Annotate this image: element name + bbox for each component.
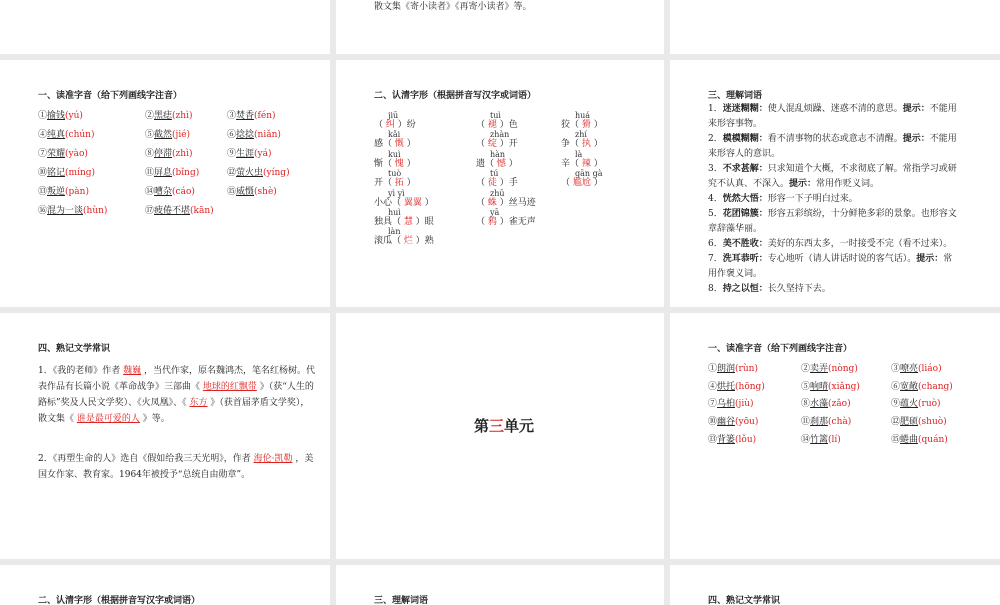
item-pinyin: (chang) xyxy=(918,381,953,392)
item-number: ③ xyxy=(227,111,237,121)
blank-suffix: ） xyxy=(406,158,416,169)
blank-answer: 褪 xyxy=(485,120,500,130)
pinyin-hint: tuì xyxy=(490,111,501,120)
slide-tile-top-left xyxy=(0,0,330,54)
slide-tile-top-right xyxy=(670,0,1000,54)
pronunciation-item xyxy=(708,382,765,393)
pronunciation-item xyxy=(38,187,89,198)
item-number: 3． xyxy=(708,164,723,174)
pronunciation-item xyxy=(801,399,851,410)
item-word: 荣耀 xyxy=(47,149,66,159)
answer-text: 海伦·凯勒 xyxy=(253,454,293,464)
blank-answer: 慨 xyxy=(392,139,407,150)
blank-prefix: 独具（ xyxy=(374,217,402,227)
item-pinyin: (pàn) xyxy=(65,187,89,197)
item-pinyin: (chà) xyxy=(828,417,852,428)
paragraph-text: 》（获首届茅盾文学奖），散文集《 xyxy=(38,398,310,424)
item-word: 朗润 xyxy=(717,364,736,374)
item-number: ⑦ xyxy=(708,399,718,410)
pronunciation-item xyxy=(145,130,190,141)
pinyin-hint: là xyxy=(575,149,583,159)
blank-suffix: ）雀无声 xyxy=(499,217,536,227)
blank-answer: 烂 xyxy=(401,236,416,247)
item-pinyin: (xiǎng) xyxy=(828,381,860,392)
slide-heading: 四、熟记文学常识 xyxy=(708,596,781,605)
item-word: 截然 xyxy=(154,130,173,140)
vocabulary-term: 迷迷糊糊： xyxy=(722,104,768,114)
answer-text: 地球的红飘带 xyxy=(202,382,257,392)
pronunciation-item xyxy=(38,130,94,141)
pronunciation-item xyxy=(801,435,841,446)
item-word: 萤火虫 xyxy=(236,168,264,178)
pinyin-hint: tuò xyxy=(388,169,402,179)
slide-pronunciation-2 xyxy=(670,313,1000,559)
character-blank xyxy=(374,198,434,209)
item-pinyin: (ruò) xyxy=(918,399,941,410)
item-number: 5． xyxy=(708,209,723,219)
slide-text: 散文集《寄小读者》《再寄小读者》等。 xyxy=(374,2,532,12)
item-number: ④ xyxy=(38,130,48,140)
blank-suffix: ） xyxy=(593,158,603,169)
vocabulary-item xyxy=(708,207,960,237)
item-number: ⑨ xyxy=(227,149,237,159)
item-number: ⑰ xyxy=(145,206,155,216)
blank-answer: 蛛 xyxy=(485,197,500,208)
item-pinyin: (yíng) xyxy=(263,168,290,178)
item-pinyin: (lí) xyxy=(828,434,841,445)
item-number: ⑤ xyxy=(801,381,811,392)
pronunciation-item xyxy=(801,417,851,428)
item-number: ⑪ xyxy=(801,417,811,428)
blank-answer: 翼翼 xyxy=(401,197,425,208)
blank-suffix: ）纷 xyxy=(397,120,416,130)
item-pinyin: (shè) xyxy=(254,187,277,197)
item-number: ⑤ xyxy=(145,130,155,140)
character-blank xyxy=(476,198,536,209)
item-pinyin: (míng) xyxy=(65,168,96,178)
pronunciation-item xyxy=(145,111,192,122)
pronunciation-item xyxy=(145,168,199,179)
character-blank xyxy=(476,139,518,150)
pronunciation-item xyxy=(891,382,953,393)
item-word: 卖弄 xyxy=(810,364,829,374)
blank-suffix: ） xyxy=(593,139,603,150)
pronunciation-item xyxy=(891,417,947,428)
vocabulary-tip: 不能用来形容人的意识。 xyxy=(708,134,957,159)
character-blank xyxy=(374,139,416,150)
blank-prefix: （ xyxy=(476,217,486,227)
vocabulary-definition: 美好的东西太多，一时接受不完（看不过来）。 xyxy=(767,239,953,249)
blank-answer: 徒 xyxy=(485,178,500,189)
vocabulary-term: 美不胜收： xyxy=(722,239,768,249)
item-word: 蕴火 xyxy=(900,399,919,410)
item-number: ⑥ xyxy=(891,381,901,392)
pinyin-hint: tú xyxy=(490,169,499,179)
blank-answer: 纠 xyxy=(383,120,398,130)
slide-heading: 二、认清字形（根据拼音写汉字或词语） xyxy=(374,91,537,101)
blank-prefix: 小心（ xyxy=(374,197,402,208)
item-number: ⑮ xyxy=(891,434,901,445)
slide-character-forms xyxy=(336,60,664,307)
character-blank xyxy=(374,178,416,189)
pronunciation-item xyxy=(38,206,107,217)
vocabulary-definition: 形容一下子明白过来。 xyxy=(767,194,858,204)
paragraph-text: ，美国女作家、教育家。1964年被授予“总统自由勋章”。 xyxy=(38,454,314,480)
blank-prefix: 辛（ xyxy=(561,158,580,169)
item-number: ⑩ xyxy=(38,168,48,178)
blank-answer: 拓 xyxy=(392,178,407,189)
item-word: 纯真 xyxy=(47,130,66,140)
vocabulary-definition: 看不清事物的状态或意志不清醒。 xyxy=(767,134,903,144)
item-word: 背篓 xyxy=(717,434,736,445)
item-word: 混为一谈 xyxy=(47,206,84,216)
blank-prefix: （ xyxy=(476,120,486,130)
item-pinyin: (quán) xyxy=(918,434,948,445)
blank-suffix: ）开 xyxy=(499,139,518,150)
pinyin-hint: yì yì xyxy=(388,188,405,198)
item-word: 嘹亮 xyxy=(900,364,919,374)
vocabulary-term: 恍然大悟： xyxy=(722,194,768,204)
blank-prefix: 争（ xyxy=(561,139,580,150)
character-blank xyxy=(561,120,603,131)
blank-answer: 鸦 xyxy=(485,217,500,227)
vocabulary-item xyxy=(708,132,960,162)
vocabulary-item xyxy=(708,237,960,252)
vocabulary-term: 模模糊糊： xyxy=(722,134,768,144)
item-word: 叛逆 xyxy=(47,187,66,197)
blank-prefix: 感（ xyxy=(374,139,393,150)
character-blank xyxy=(476,178,518,189)
blank-answer: 执 xyxy=(579,139,594,150)
item-number: ⑫ xyxy=(227,168,237,178)
answer-text: 谁是最可爱的人 xyxy=(76,414,140,424)
item-word: 肥硕 xyxy=(900,417,919,428)
pronunciation-item xyxy=(145,187,195,198)
slide-heading: 四、熟记文学常识 xyxy=(38,344,111,354)
blank-answer: 辣 xyxy=(579,158,594,169)
item-word: 停滞 xyxy=(154,149,173,159)
answer-text: 魏巍 xyxy=(123,366,142,376)
character-blank xyxy=(374,236,434,247)
item-word: 乌桕 xyxy=(717,399,736,410)
item-pinyin: (rùn) xyxy=(735,364,758,374)
slide-pronunciation-1 xyxy=(0,60,330,307)
vocabulary-term: 花团锦簇： xyxy=(722,209,768,219)
vocabulary-tip: 不能用来形容事物。 xyxy=(708,104,957,129)
slide-tile-bottom-center xyxy=(336,565,664,605)
item-word: 宽敞 xyxy=(900,381,919,392)
item-number: ① xyxy=(708,364,718,374)
item-pinyin: (nòng) xyxy=(828,364,858,374)
blank-suffix: ） xyxy=(406,178,416,189)
pronunciation-item xyxy=(38,111,83,122)
pronunciation-item xyxy=(227,187,277,198)
blank-suffix: ） xyxy=(593,120,603,130)
item-word: 黑痣 xyxy=(154,111,173,121)
pronunciation-item xyxy=(227,168,290,179)
item-pinyin: (shuò) xyxy=(918,417,947,428)
pinyin-hint: jiū xyxy=(388,111,399,120)
item-number: ⑧ xyxy=(145,149,155,159)
item-pinyin: (chún) xyxy=(65,130,95,140)
blank-suffix: ）熟 xyxy=(415,236,434,247)
item-number: ⑫ xyxy=(891,417,901,428)
item-number: ① xyxy=(38,111,48,121)
blank-prefix: 滚瓜（ xyxy=(374,236,402,247)
item-pinyin: (yào) xyxy=(65,149,88,159)
item-number: ⑥ xyxy=(227,130,237,140)
slide-tile-bottom-right xyxy=(670,565,1000,605)
blank-answer: 慧 xyxy=(401,217,416,227)
blank-prefix: 惭（ xyxy=(374,158,393,169)
blank-prefix: （ xyxy=(476,197,486,208)
vocabulary-item xyxy=(708,192,960,207)
item-pinyin: (jié) xyxy=(172,130,191,140)
item-pinyin: (hùn) xyxy=(83,206,108,216)
item-pinyin: (yōu) xyxy=(735,417,759,428)
pronunciation-item xyxy=(227,130,281,141)
item-number: ⑨ xyxy=(891,399,901,410)
literature-paragraph-2 xyxy=(38,451,318,483)
item-number: 4． xyxy=(708,194,723,204)
item-number: ⑪ xyxy=(145,168,155,178)
item-number: ③ xyxy=(891,364,901,374)
item-number: ⑦ xyxy=(38,149,48,159)
item-pinyin: (zhì) xyxy=(172,111,193,121)
blank-prefix: （ xyxy=(561,178,571,189)
pronunciation-item xyxy=(891,399,941,410)
paragraph-text: ，当代作家，原名魏鸿杰，笔名红杨树。代表作品有长篇小说《革命战争》三部曲《 xyxy=(38,366,315,392)
item-number: ⑧ xyxy=(801,399,811,410)
character-blank xyxy=(374,159,416,170)
item-pinyin: (hōng) xyxy=(735,381,765,392)
blank-suffix: ）丝马迹 xyxy=(499,197,536,208)
character-blank xyxy=(561,178,603,189)
item-pinyin: (bǐng) xyxy=(172,168,200,178)
blank-answer: 猾 xyxy=(579,120,594,130)
character-blank xyxy=(561,159,603,170)
item-word: 焚香 xyxy=(236,111,255,121)
pronunciation-item xyxy=(708,417,758,428)
vocabulary-term: 不求甚解： xyxy=(722,164,768,174)
item-word: 生涯 xyxy=(236,149,255,159)
blank-suffix: ） xyxy=(424,197,434,208)
item-pinyin: (zǎo) xyxy=(828,399,851,410)
item-pinyin: (jiù) xyxy=(735,399,754,410)
item-word: 幽谷 xyxy=(717,417,736,428)
item-word: 捻捻 xyxy=(236,130,255,140)
character-blank xyxy=(476,217,536,228)
vocabulary-tip-label: 提示： xyxy=(789,179,817,189)
item-number: 1． xyxy=(708,104,723,114)
unit-title: 第三单元 xyxy=(474,417,535,435)
blank-suffix: ） xyxy=(508,158,518,169)
paragraph-text: 1．《我的老师》作者 xyxy=(38,366,124,376)
item-number: ⑭ xyxy=(801,434,811,445)
blank-suffix: ） xyxy=(406,139,416,150)
slide-tile-bottom-left xyxy=(0,565,330,605)
item-number: ⑭ xyxy=(145,187,155,197)
item-word: 铭记 xyxy=(47,168,66,178)
pinyin-hint: hàn xyxy=(490,149,506,159)
vocabulary-item xyxy=(708,162,960,192)
pinyin-hint: yā xyxy=(490,208,500,217)
pronunciation-item xyxy=(801,382,860,393)
blank-suffix: ）色 xyxy=(499,120,518,130)
slide-heading: 三、理解词语 xyxy=(708,91,763,101)
vocabulary-item xyxy=(708,102,960,132)
item-word: 揄钱 xyxy=(47,111,66,121)
vocabulary-tip-label: 提示： xyxy=(902,104,930,114)
vocabulary-tip: 常用作贬义词。 xyxy=(816,179,880,189)
pronunciation-item xyxy=(708,435,756,446)
vocabulary-list xyxy=(708,102,960,297)
blank-suffix: ）眼 xyxy=(415,217,434,227)
paragraph-text: 》等。 xyxy=(139,414,170,424)
vocabulary-item xyxy=(708,252,960,282)
pronunciation-item xyxy=(227,149,272,160)
vocabulary-definition: 专心地听（请人讲话时说的客气话）。 xyxy=(767,254,917,264)
literature-paragraph-1 xyxy=(38,363,318,427)
slide-heading: 二、认清字形（根据拼音写汉字或词语） xyxy=(38,596,201,605)
item-number: ⑯ xyxy=(38,206,48,216)
pronunciation-item xyxy=(801,364,858,375)
vocabulary-term: 洗耳恭听： xyxy=(722,254,768,264)
pronunciation-item xyxy=(38,168,95,179)
character-blank xyxy=(374,217,434,228)
slide-heading: 三、理解词语 xyxy=(374,596,429,605)
slide-literature xyxy=(0,313,330,559)
vocabulary-definition: 只求知道个大概，不求彻底了解。常指学习或研究不认真、不深入。 xyxy=(708,164,957,189)
slide-heading: 一、读准字音（给下列画线字注音） xyxy=(38,91,183,101)
item-word: 刹那 xyxy=(810,417,829,428)
answer-text: 东方 xyxy=(189,398,208,408)
pinyin-hint: kuì xyxy=(388,149,401,159)
item-number: ⑬ xyxy=(708,434,718,445)
item-pinyin: (yú) xyxy=(65,111,83,121)
pinyin-hint: làn xyxy=(388,227,401,237)
blank-prefix: （ xyxy=(374,120,384,130)
blank-answer: 绽 xyxy=(485,139,500,150)
item-word: 嘈杂 xyxy=(154,187,173,197)
vocabulary-tip-label: 提示： xyxy=(916,254,944,264)
paragraph-text: 2．《再塑生命的人》选自《假如给我三天光明》，作者 xyxy=(38,454,254,464)
item-word: 竹篱 xyxy=(810,434,829,445)
pronunciation-item xyxy=(708,399,754,410)
character-blank xyxy=(476,120,518,131)
paragraph-text: 》（获“人生的路标”奖及人民文学奖）、《火凤凰》、《 xyxy=(38,382,314,408)
blank-prefix: 开（ xyxy=(374,178,393,189)
pinyin-hint: kǎi xyxy=(388,130,401,140)
pronunciation-item xyxy=(891,435,948,446)
pronunciation-item xyxy=(227,111,276,122)
item-pinyin: (fén) xyxy=(254,111,276,121)
slide-heading: 一、读准字音（给下列画线字注音） xyxy=(708,344,853,354)
item-number: ⑩ xyxy=(708,417,718,428)
pinyin-hint: huá xyxy=(575,111,591,120)
blank-prefix: 遗（ xyxy=(476,158,495,169)
item-pinyin: (cáo) xyxy=(172,187,195,197)
item-pinyin: (zhì) xyxy=(172,149,193,159)
pronunciation-item xyxy=(145,149,192,160)
pinyin-hint: zhū xyxy=(490,188,505,198)
vocabulary-definition: 使人混乱烦躁、迷惑不清的意思。 xyxy=(767,104,903,114)
character-blank xyxy=(561,139,603,150)
item-word: 屏息 xyxy=(154,168,173,178)
item-word: 水藻 xyxy=(810,399,829,410)
vocabulary-item xyxy=(708,282,960,297)
slide-unit-title xyxy=(336,313,664,559)
pronunciation-item xyxy=(145,206,214,217)
pronunciation-item xyxy=(38,149,88,160)
vocabulary-definition: 形容五彩缤纷，十分鲜艳多彩的景象。也形容文章辞藻华丽。 xyxy=(708,209,957,234)
item-number: 2． xyxy=(708,134,723,144)
blank-prefix: （ xyxy=(476,178,486,189)
item-pinyin: (lǒu) xyxy=(735,434,757,445)
blank-answer: 愧 xyxy=(392,158,407,169)
pronunciation-item xyxy=(708,364,758,375)
item-pinyin: (liáo) xyxy=(918,364,942,374)
item-word: 烘托 xyxy=(717,381,736,392)
item-number: ⑮ xyxy=(227,187,237,197)
vocabulary-definition: 长久坚持下去。 xyxy=(767,284,831,294)
item-pinyin: (kān) xyxy=(190,206,214,216)
item-pinyin: (yá) xyxy=(254,149,272,159)
blank-prefix: 狡（ xyxy=(561,120,580,130)
item-word: 疲倦不堪 xyxy=(154,206,191,216)
item-word: 威慑 xyxy=(236,187,255,197)
item-number: ② xyxy=(801,364,811,374)
slide-tile-top-center xyxy=(336,0,664,54)
blank-suffix: ）手 xyxy=(499,178,518,189)
blank-answer: 尴尬 xyxy=(570,178,594,189)
item-number: 7． xyxy=(708,254,723,264)
pinyin-hint: gān gà xyxy=(575,169,603,179)
item-number: ⑬ xyxy=(38,187,48,197)
item-word: 蜷曲 xyxy=(900,434,919,445)
character-blank xyxy=(476,159,518,170)
pinyin-hint: zhàn xyxy=(490,130,510,140)
item-word: 响晴 xyxy=(810,381,829,392)
pronunciation-item xyxy=(891,364,942,375)
vocabulary-term: 持之以恒： xyxy=(722,284,768,294)
item-number: 8． xyxy=(708,284,723,294)
slide-vocabulary xyxy=(670,60,1000,307)
pinyin-hint: huì xyxy=(388,208,401,217)
item-pinyin: (niǎn) xyxy=(254,130,281,140)
blank-prefix: （ xyxy=(476,139,486,150)
vocabulary-tip: 常用作褒义词。 xyxy=(708,254,953,279)
blank-answer: 憾 xyxy=(494,158,509,169)
item-number: ④ xyxy=(708,381,718,392)
pinyin-hint: zhí xyxy=(575,130,587,140)
character-blank xyxy=(374,120,416,131)
item-number: 6． xyxy=(708,239,723,249)
blank-suffix: ） xyxy=(593,178,603,189)
item-number: ② xyxy=(145,111,155,121)
vocabulary-tip-label: 提示： xyxy=(902,134,930,144)
